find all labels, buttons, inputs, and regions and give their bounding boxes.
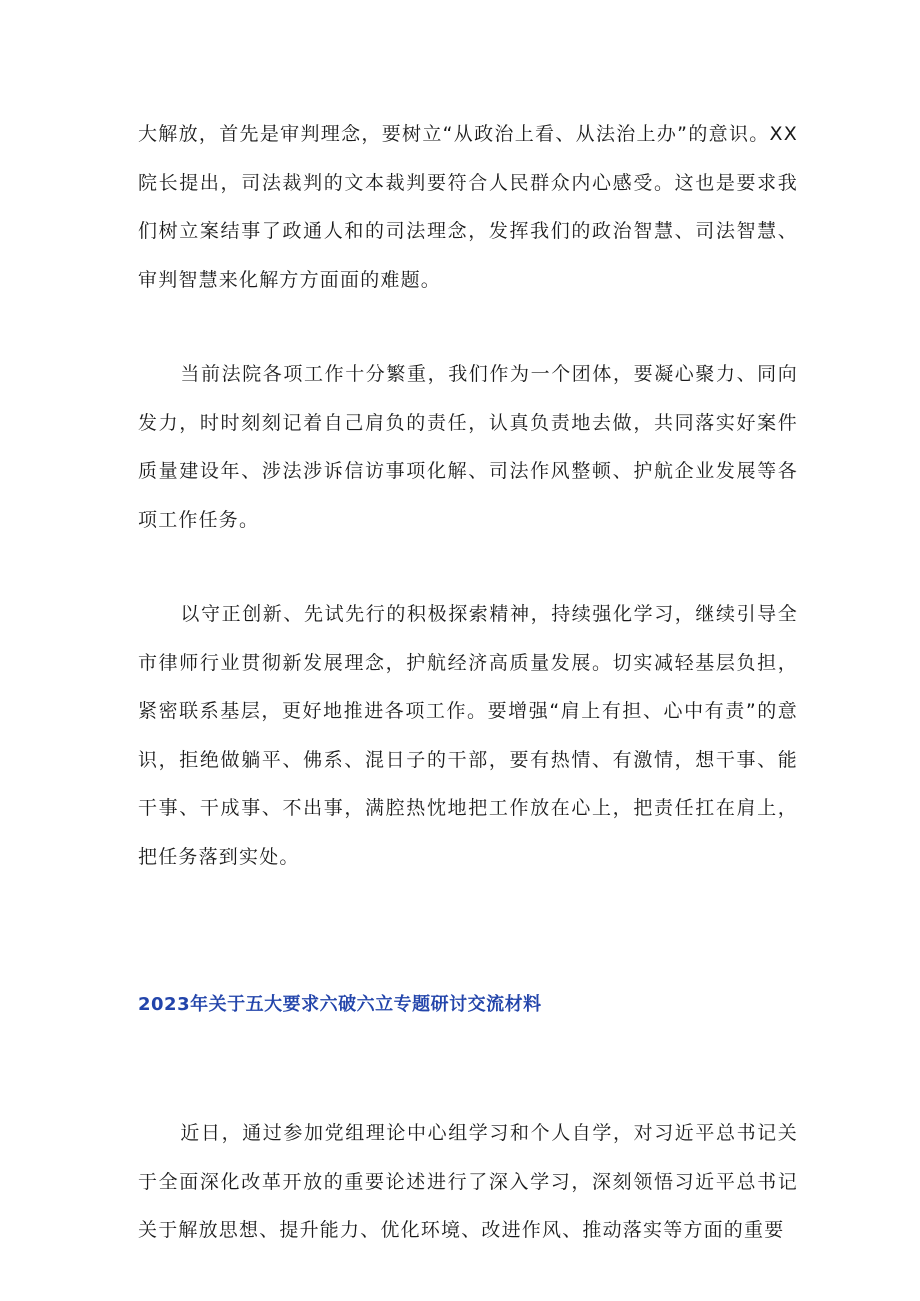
paragraph-1 bbox=[138, 110, 798, 304]
paragraph-3 bbox=[138, 590, 798, 881]
paragraph-4 bbox=[138, 1109, 798, 1255]
paragraph-1-text: 大解放，首先是审判理念，要树立“从政治上看、从法治上办”的意识。XX院长提出，司法裁判的文本裁判要符合人民群众内心感受。这也是要求我们树立案结事了政通人和的司法理念，发挥我们的政治智慧、司法智慧、审判智慧来化解方方面面的难题。 bbox=[138, 123, 798, 291]
paragraph-4-text: 近日，通过参加党组理论中心组学习和个人自学，对习近平总书记关于全面深化改革开放的重要论述进行了深入学习，深刻领悟习近平总书记关于解放思想、提升能力、优化环境、改进作风、推动落实等方面的重要 bbox=[138, 1122, 798, 1241]
paragraph-2 bbox=[138, 350, 798, 544]
section-title: 2023年关于五大要求六破六立专题研讨交流材料 bbox=[138, 994, 542, 1015]
paragraph-2-text: 当前法院各项工作十分繁重，我们作为一个团体，要凝心聚力、同向发力，时时刻刻记着自己肩负的责任，认真负责地去做，共同落实好案件质量建设年、涉法涉诉信访事项化解、司法作风整顿、护航企业发展等各项工作任务。 bbox=[138, 363, 798, 531]
paragraph-3-text: 以守正创新、先试先行的积极探索精神，持续强化学习，继续引导全市律师行业贯彻新发展理念，护航经济高质量发展。切实减轻基层负担，紧密联系基层，更好地推进各项工作。要增强“肩上有担、心中有责”的意识，拒绝做躺平、佛系、混日子的干部，要有热情、有激情，想干事、能干事、干成事、不出事，满腔热忱地把工作放在心上，把责任扛在肩上，把任务落到实处。 bbox=[138, 603, 798, 868]
